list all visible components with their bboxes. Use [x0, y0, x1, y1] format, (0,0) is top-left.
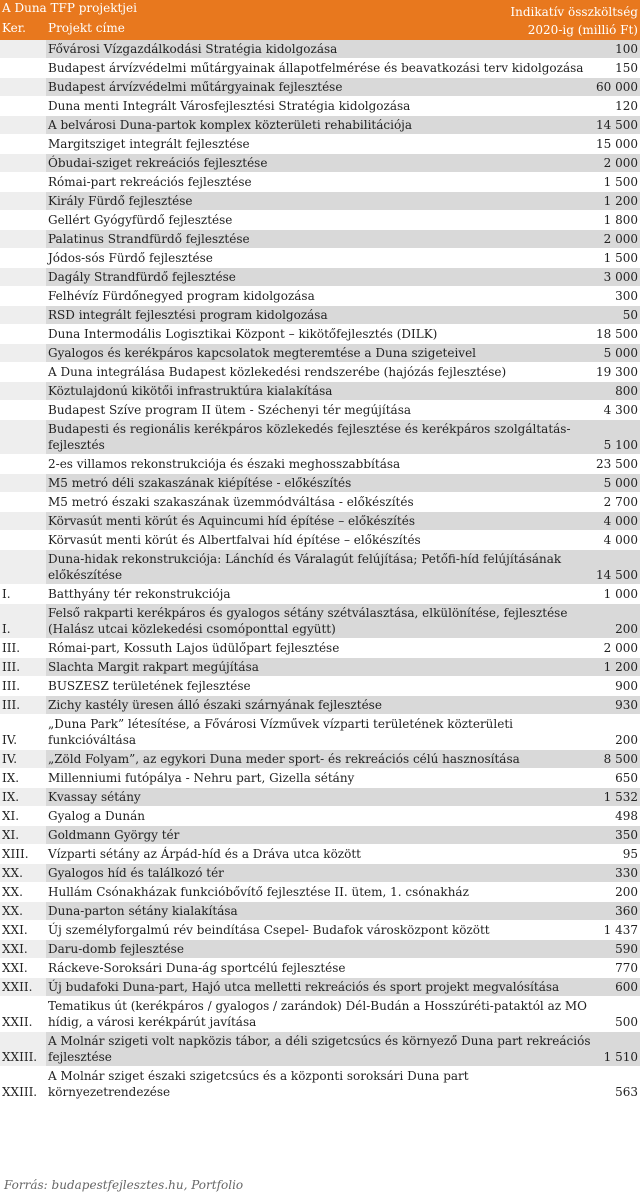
- project-name-cell: Budapest Szíve program II ütem - Széchenyi tér megújítása: [46, 401, 594, 420]
- table-row: [0, 420, 640, 455]
- table-row: [0, 845, 640, 864]
- table-row: [0, 116, 640, 135]
- project-name-cell: Új budafoki Duna-part, Hajó utca melletti rekreációs és sport projekt megvalósítása: [46, 978, 594, 997]
- cost-header-line1: [510, 0, 640, 20]
- table-header: [0, 0, 640, 40]
- district-cell: [0, 59, 46, 78]
- cost-header-line1-text: Indikatív összköltség: [510, 5, 638, 19]
- cost-cell: 60 000: [594, 78, 640, 97]
- table-row: [0, 135, 640, 154]
- district-cell: [0, 306, 46, 325]
- table-row: [0, 382, 640, 401]
- district-cell: [0, 40, 46, 59]
- table-row: [0, 493, 640, 512]
- table-row: [0, 921, 640, 940]
- project-name-cell: Ráckeve-Soroksári Duna-ág sportcélú fejlesztése: [46, 959, 594, 978]
- table-row: [0, 531, 640, 550]
- district-cell: III.: [0, 658, 46, 677]
- district-cell: [0, 455, 46, 474]
- district-cell: [0, 78, 46, 97]
- table-row: [0, 604, 640, 639]
- cost-cell: 930: [594, 696, 640, 715]
- project-name-cell: Budapesti és regionális kerékpáros közlekedés fejlesztése és kerékpáros szolgáltatás-fejlesztés: [46, 420, 594, 455]
- district-cell: [0, 512, 46, 531]
- table-row: [0, 363, 640, 382]
- table-row: [0, 1032, 640, 1067]
- project-name-cell: Óbudai-sziget rekreációs fejlesztése: [46, 154, 594, 173]
- table-row: [0, 455, 640, 474]
- cost-header-line2-text: 2020-ig (millió Ft): [527, 23, 638, 37]
- table-row: [0, 306, 640, 325]
- cost-cell: 14 500: [594, 550, 640, 585]
- project-name-cell: Zichy kastély üresen álló északi szárnyának fejlesztése: [46, 696, 594, 715]
- project-name-cell: Kvassay sétány: [46, 788, 594, 807]
- cost-cell: 2 000: [594, 639, 640, 658]
- project-name-cell: Duna-parton sétány kialakítása: [46, 902, 594, 921]
- district-cell: XXIII.: [0, 1067, 46, 1102]
- district-cell: [0, 211, 46, 230]
- cost-cell: 4 300: [594, 401, 640, 420]
- project-name-cell: Gyalogos és kerékpáros kapcsolatok megteremtése a Duna szigeteivel: [46, 344, 594, 363]
- district-cell: XX.: [0, 883, 46, 902]
- cost-cell: 15 000: [594, 135, 640, 154]
- project-name-cell: Köztulajdonú kikötői infrastruktúra kialakítása: [46, 382, 594, 401]
- cost-cell: 590: [594, 940, 640, 959]
- project-name-cell: A Molnár sziget északi szigetcsúcs és a központi soroksári Duna part környezetrendezése: [46, 1067, 594, 1102]
- district-cell: XXII.: [0, 997, 46, 1032]
- cost-cell: 1 437: [594, 921, 640, 940]
- table-row: [0, 512, 640, 531]
- project-name-cell: Gyalog a Dunán: [46, 807, 594, 826]
- cost-cell: 4 000: [594, 512, 640, 531]
- project-name-cell: Tematikus út (kerékpáros / gyalogos / zarándok) Dél-Budán a Hosszúréti-pataktól az MO hídig, a városi kerékpárút javítása: [46, 997, 594, 1032]
- district-cell: [0, 344, 46, 363]
- project-name-cell: Vízparti sétány az Árpád-híd és a Dráva utca között: [46, 845, 594, 864]
- district-cell: [0, 97, 46, 116]
- district-cell: XXI.: [0, 959, 46, 978]
- district-cell: [0, 287, 46, 306]
- project-name-cell: Római-part rekreációs fejlesztése: [46, 173, 594, 192]
- cost-cell: 5 100: [594, 420, 640, 455]
- district-cell: [0, 363, 46, 382]
- district-cell: IX.: [0, 788, 46, 807]
- cost-header-line2: [527, 20, 640, 40]
- cost-cell: 23 500: [594, 455, 640, 474]
- cost-cell: 14 500: [594, 116, 640, 135]
- table-row: [0, 154, 640, 173]
- district-cell: IV.: [0, 750, 46, 769]
- district-cell: XIII.: [0, 845, 46, 864]
- cost-cell: 50: [594, 306, 640, 325]
- project-name-cell: A belvárosi Duna-partok komplex közterületi rehabilitációja: [46, 116, 594, 135]
- cost-cell: 650: [594, 769, 640, 788]
- project-name-cell: Körvasút menti körút és Albertfalvai híd építése – előkészítés: [46, 531, 594, 550]
- table-row: [0, 902, 640, 921]
- project-name-cell: Felhévíz Fürdőnegyed program kidolgozása: [46, 287, 594, 306]
- table-row: [0, 192, 640, 211]
- table-row: [0, 788, 640, 807]
- table-row: [0, 40, 640, 59]
- table-row: [0, 325, 640, 344]
- project-name-cell: „Zöld Folyam”, az egykori Duna meder sport- és rekreációs célú hasznosítása: [46, 750, 594, 769]
- cost-cell: 8 500: [594, 750, 640, 769]
- district-cell: [0, 135, 46, 154]
- table-row: [0, 826, 640, 845]
- cost-cell: 2 000: [594, 230, 640, 249]
- cost-cell: 300: [594, 287, 640, 306]
- table-row: [0, 97, 640, 116]
- cost-cell: 900: [594, 677, 640, 696]
- project-name-cell: Gyalogos híd és találkozó tér: [46, 864, 594, 883]
- district-cell: XX.: [0, 864, 46, 883]
- table-row: [0, 639, 640, 658]
- cost-cell: 800: [594, 382, 640, 401]
- table-row: [0, 230, 640, 249]
- project-name-cell: Körvasút menti körút és Aquincumi híd építése – előkészítés: [46, 512, 594, 531]
- table-row: [0, 173, 640, 192]
- project-name-cell: A Molnár szigeti volt napközis tábor, a déli szigetcsúcs és környező Duna part rekreációs fejlesztése: [46, 1032, 594, 1067]
- cost-cell: 5 000: [594, 344, 640, 363]
- cost-cell: 1 500: [594, 249, 640, 268]
- project-name-cell: Felső rakparti kerékpáros és gyalogos sétány szétválasztása, elkülönítése, fejlesztése (Halász utcai közlekedési csomóponttal együtt): [46, 604, 594, 639]
- cost-cell: 770: [594, 959, 640, 978]
- district-cell: [0, 192, 46, 211]
- cost-cell: 350: [594, 826, 640, 845]
- table-row: [0, 287, 640, 306]
- column-header-name: Projekt címe: [48, 21, 125, 35]
- table-body: [0, 40, 640, 1102]
- project-name-cell: Gellért Gyógyfürdő fejlesztése: [46, 211, 594, 230]
- district-cell: XXI.: [0, 940, 46, 959]
- district-cell: XI.: [0, 826, 46, 845]
- project-name-cell: Goldmann György tér: [46, 826, 594, 845]
- project-name-cell: Jódos-sós Fürdő fejlesztése: [46, 249, 594, 268]
- project-name-cell: Duna Intermodális Logisztikai Központ – kikötőfejlesztés (DILK): [46, 325, 594, 344]
- project-name-cell: M5 metró északi szakaszának üzemmódváltása - előkészítés: [46, 493, 594, 512]
- table-row: [0, 864, 640, 883]
- district-cell: [0, 173, 46, 192]
- table-row: [0, 807, 640, 826]
- district-cell: [0, 493, 46, 512]
- district-cell: [0, 382, 46, 401]
- project-name-cell: Hullám Csónakházak funkcióbővítő fejlesztése II. ütem, 1. csónakház: [46, 883, 594, 902]
- project-name-cell: Palatinus Strandfürdő fejlesztése: [46, 230, 594, 249]
- table-row: [0, 59, 640, 78]
- cost-cell: 1 800: [594, 211, 640, 230]
- district-cell: [0, 401, 46, 420]
- cost-cell: 1 000: [594, 585, 640, 604]
- table-row: [0, 401, 640, 420]
- table-row: [0, 211, 640, 230]
- district-cell: [0, 154, 46, 173]
- table-row: [0, 715, 640, 750]
- cost-cell: 95: [594, 845, 640, 864]
- table-row: [0, 658, 640, 677]
- district-cell: [0, 116, 46, 135]
- district-cell: III.: [0, 696, 46, 715]
- cost-cell: 1 500: [594, 173, 640, 192]
- district-cell: III.: [0, 639, 46, 658]
- project-name-cell: Duna-hidak rekonstrukciója: Lánchíd és Váralagút felújítása; Petőfi-híd felújításának előkészítése: [46, 550, 594, 585]
- project-name-cell: Római-part, Kossuth Lajos üdülőpart fejlesztése: [46, 639, 594, 658]
- project-name-cell: Daru-domb fejlesztése: [46, 940, 594, 959]
- cost-cell: 19 300: [594, 363, 640, 382]
- project-name-cell: Fővárosi Vízgazdálkodási Stratégia kidolgozása: [46, 40, 594, 59]
- district-cell: XXI.: [0, 921, 46, 940]
- cost-cell: 5 000: [594, 474, 640, 493]
- project-name-cell: M5 metró déli szakaszának kiépítése - előkészítés: [46, 474, 594, 493]
- table-row: [0, 677, 640, 696]
- table-row: [0, 750, 640, 769]
- cost-cell: 330: [594, 864, 640, 883]
- cost-cell: 1 200: [594, 192, 640, 211]
- district-cell: I.: [0, 604, 46, 639]
- project-name-cell: BUSZESZ területének fejlesztése: [46, 677, 594, 696]
- table-row: [0, 474, 640, 493]
- cost-cell: 100: [594, 40, 640, 59]
- project-name-cell: Budapest árvízvédelmi műtárgyainak fejlesztése: [46, 78, 594, 97]
- cost-cell: 200: [594, 604, 640, 639]
- cost-cell: 120: [594, 97, 640, 116]
- table-row: [0, 978, 640, 997]
- cost-cell: 200: [594, 715, 640, 750]
- project-name-cell: Új személyforgalmú rév beindítása Csepel- Budafok városközpont között: [46, 921, 594, 940]
- project-name-cell: Margitsziget integrált fejlesztése: [46, 135, 594, 154]
- table-row: [0, 883, 640, 902]
- project-name-cell: 2-es villamos rekonstrukciója és északi meghosszabbítása: [46, 455, 594, 474]
- district-cell: [0, 474, 46, 493]
- cost-cell: 18 500: [594, 325, 640, 344]
- cost-cell: 500: [594, 997, 640, 1032]
- table-row: [0, 769, 640, 788]
- table-row: [0, 268, 640, 287]
- project-name-cell: RSD integrált fejlesztési program kidolgozása: [46, 306, 594, 325]
- cost-cell: 1 510: [594, 1032, 640, 1067]
- district-cell: [0, 531, 46, 550]
- district-cell: [0, 230, 46, 249]
- cost-cell: 2 000: [594, 154, 640, 173]
- district-cell: XI.: [0, 807, 46, 826]
- cost-cell: 200: [594, 883, 640, 902]
- cost-cell: 4 000: [594, 531, 640, 550]
- table-row: [0, 997, 640, 1032]
- table-row: [0, 344, 640, 363]
- table-row: [0, 585, 640, 604]
- project-name-cell: Millenniumi futópálya - Nehru part, Gizella sétány: [46, 769, 594, 788]
- table-row: [0, 550, 640, 585]
- table-row: [0, 78, 640, 97]
- district-cell: [0, 268, 46, 287]
- district-cell: I.: [0, 585, 46, 604]
- project-name-cell: Duna menti Integrált Városfejlesztési Stratégia kidolgozása: [46, 97, 594, 116]
- table-row: [0, 249, 640, 268]
- district-cell: [0, 550, 46, 585]
- cost-cell: 498: [594, 807, 640, 826]
- project-name-cell: Király Fürdő fejlesztése: [46, 192, 594, 211]
- project-name-cell: Budapest árvízvédelmi műtárgyainak állapotfelmérése és beavatkozási terv kidolgozása: [46, 59, 594, 78]
- cost-cell: 600: [594, 978, 640, 997]
- project-name-cell: Slachta Margit rakpart megújítása: [46, 658, 594, 677]
- cost-cell: 1 200: [594, 658, 640, 677]
- column-header-ker: Ker.: [2, 21, 26, 35]
- project-name-cell: A Duna integrálása Budapest közlekedési rendszerébe (hajózás fejlesztése): [46, 363, 594, 382]
- district-cell: IX.: [0, 769, 46, 788]
- table-row: [0, 1067, 640, 1102]
- cost-cell: 3 000: [594, 268, 640, 287]
- table-row: [0, 959, 640, 978]
- project-name-cell: „Duna Park” létesítése, a Fővárosi Vízművek vízparti területének közterületi funkcióváltása: [46, 715, 594, 750]
- district-cell: III.: [0, 677, 46, 696]
- cost-cell: 2 700: [594, 493, 640, 512]
- district-cell: XXIII.: [0, 1032, 46, 1067]
- source-note: Forrás: budapestfejlesztes.hu, Portfolio: [4, 1178, 244, 1192]
- table-title: A Duna TFP projektjei: [2, 1, 137, 15]
- project-name-cell: Batthyány tér rekonstrukciója: [46, 585, 594, 604]
- cost-cell: 150: [594, 59, 640, 78]
- district-cell: IV.: [0, 715, 46, 750]
- cost-cell: 563: [594, 1067, 640, 1102]
- project-name-cell: Dagály Strandfürdő fejlesztése: [46, 268, 594, 287]
- cost-cell: 1 532: [594, 788, 640, 807]
- district-cell: XX.: [0, 902, 46, 921]
- table-row: [0, 696, 640, 715]
- district-cell: [0, 325, 46, 344]
- district-cell: XXII.: [0, 978, 46, 997]
- district-cell: [0, 249, 46, 268]
- cost-cell: 360: [594, 902, 640, 921]
- table-row: [0, 940, 640, 959]
- district-cell: [0, 420, 46, 455]
